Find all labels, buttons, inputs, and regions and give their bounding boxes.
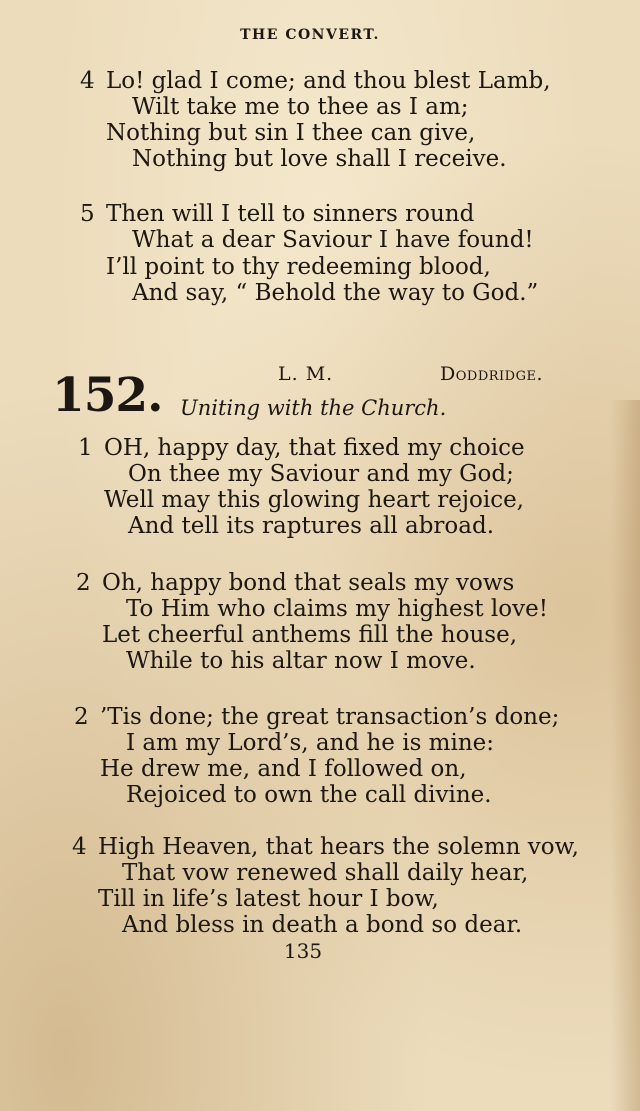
verse-line: Till in life’s latest hour I bow, (98, 886, 439, 912)
verse-number: 4 (72, 834, 87, 860)
hymn-number: 152. (52, 368, 163, 423)
hymn-author: Doddridge. (440, 363, 543, 385)
verse-line: Then will I tell to sinners round (106, 201, 475, 227)
verse-line: Nothing but love shall I receive. (132, 146, 507, 172)
verse-line: High Heaven, that hears the solemn vow, (98, 834, 579, 860)
verse-line: That vow renewed shall daily hear, (122, 860, 529, 886)
verse-line: While to his altar now I move. (126, 648, 476, 674)
verse-number: 2 (74, 704, 89, 730)
running-head: THE CONVERT. (240, 27, 380, 43)
verse-line: Well may this glowing heart rejoice, (104, 487, 524, 513)
verse-line: Nothing but sin I thee can give, (106, 120, 476, 146)
verse-line: He drew me, and I followed on, (100, 756, 467, 782)
verse-number: 1 (78, 435, 93, 461)
verse-line: Lo! glad I come; and thou blest Lamb, (106, 68, 551, 94)
verse-line: Oh, happy bond that seals my vows (102, 570, 515, 596)
verse-line: OH, happy day, that fixed my choice (104, 435, 525, 461)
verse-line: I’ll point to thy redeeming blood, (106, 254, 491, 280)
verse-line: To Him who claims my highest love! (126, 596, 548, 622)
verse-number: 5 (80, 201, 95, 227)
hymn-meter: L. M. (278, 363, 334, 385)
verse-number: 4 (80, 68, 95, 94)
verse-line: Wilt take me to thee as I am; (132, 94, 469, 120)
page-edge-stain (610, 400, 640, 1111)
verse-line: And tell its raptures all abroad. (128, 513, 495, 539)
verse-line: Rejoiced to own the call divine. (126, 782, 492, 808)
verse-line: And bless in death a bond so dear. (122, 912, 523, 938)
verse-line: On thee my Saviour and my God; (128, 461, 514, 487)
verse-line: What a dear Saviour I have found! (132, 227, 534, 253)
verse-line: And say, “ Behold the way to God.” (132, 280, 539, 306)
verse-number: 2 (76, 570, 91, 596)
page-number: 135 (283, 939, 323, 963)
verse-line: ’Tis done; the great transaction’s done; (100, 704, 560, 730)
verse-line: Let cheerful anthems fill the house, (102, 622, 517, 648)
verse-line: I am my Lord’s, and he is mine: (126, 730, 495, 756)
hymn-title: Uniting with the Church. (180, 396, 447, 420)
